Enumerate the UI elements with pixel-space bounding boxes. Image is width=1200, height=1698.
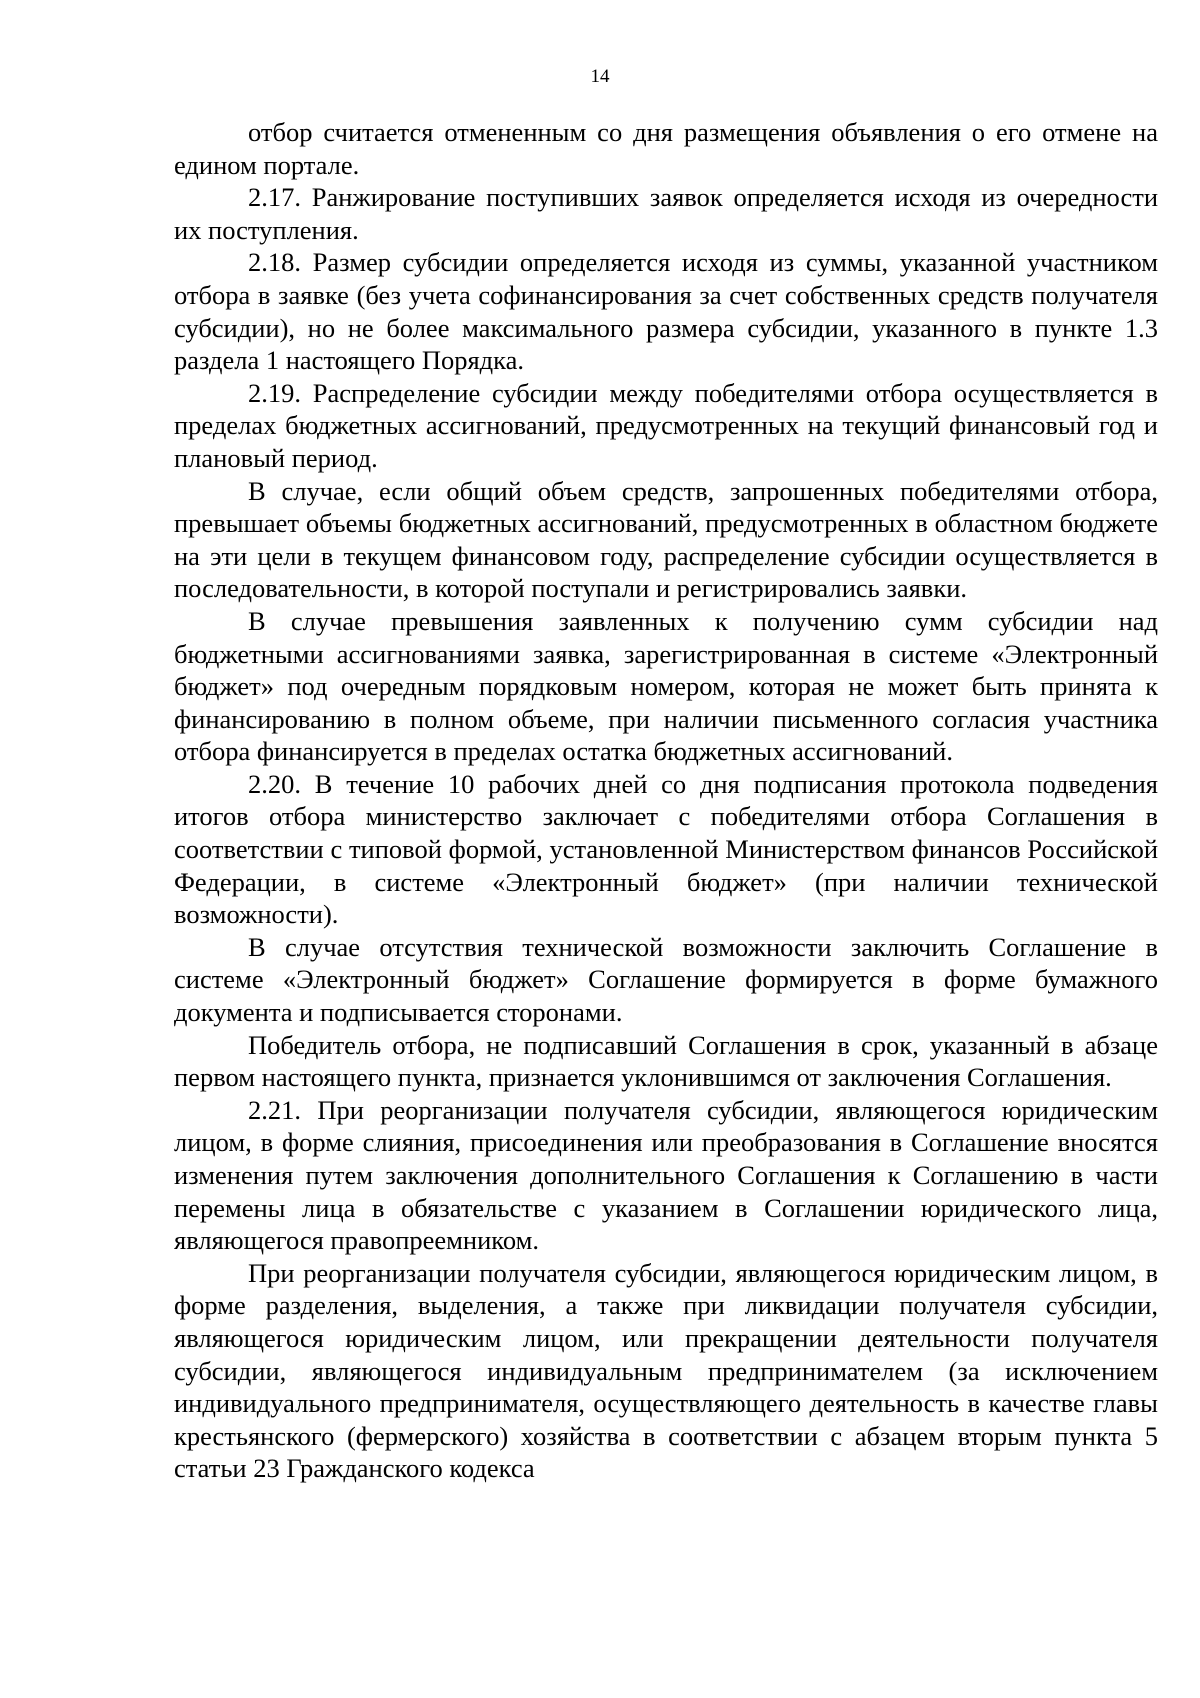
document-body xyxy=(174,116,1158,1485)
paragraph: В случае превышения заявленных к получению сумм субсидии над бюджетными ассигнованиями заявка, зарегистрированная в системе «Электронный бюджет» под очередным порядковым номером, которая не может быть принята к финансированию в полном объеме, при наличии письменного согласия участника отбора финансируется в пределах остатка бюджетных ассигнований. xyxy=(174,605,1158,767)
paragraph: 2.21. При реорганизации получателя субсидии, являющегося юридическим лицом, в форме слияния, присоединения или преобразования в Соглашение вносятся изменения путем заключения дополнительного Соглашения к Соглашению в части перемены лица в обязательстве с указанием в Соглашении юридического лица, являющегося правопреемником. xyxy=(174,1094,1158,1256)
paragraph: 2.17. Ранжирование поступивших заявок определяется исходя из очередности их поступления. xyxy=(174,182,1158,245)
paragraph: 2.19. Распределение субсидии между победителями отбора осуществляется в пределах бюджетных ассигнований, предусмотренных на текущий финансовый год и плановый период. xyxy=(174,377,1158,473)
paragraph: В случае отсутствия технической возможности заключить Соглашение в системе «Электронный бюджет» Соглашение формируется в форме бумажного документа и подписывается сторонами. xyxy=(174,931,1158,1028)
paragraph: 2.20. В течение 10 рабочих дней со дня подписания протокола подведения итогов отбора министерство заключает с победителями отбора Соглашения в соответствии с типовой формой, установленной Министерством финансов Российской Федерации, в системе «Электронный бюджет» (при наличии технической возможности). xyxy=(174,768,1158,930)
paragraph: отбор считается отмененным со дня размещения объявления о его отмене на едином портале. xyxy=(174,117,1158,180)
paragraph: 2.18. Размер субсидии определяется исходя из суммы, указанной участником отбора в заявке (без учета софинансирования за счет собственных средств получателя субсидии), но не более максимального размера субсидии, указанного в пункте 1.3 раздела 1 настоящего Порядка. xyxy=(174,247,1158,376)
paragraph: В случае, если общий объем средств, запрошенных победителями отбора, превышает объемы бюджетных ассигнований, предусмотренных в областном бюджете на эти цели в текущем финансовом году, распределение субсидии осуществляется в последовательности, в которой поступали и регистрировались заявки. xyxy=(174,475,1158,604)
paragraph: Победитель отбора, не подписавший Соглашения в срок, указанный в абзаце первом настоящего пункта, признается уклонившимся от заключения Соглашения. xyxy=(174,1029,1158,1093)
paragraph: При реорганизации получателя субсидии, являющегося юридическим лицом, в форме разделения, выделения, а также при ликвидации получателя субсидии, являющегося юридическим лицом, или прекращении деятельности получателя субсидии, являющегося индивидуальным предпринимателем (за исключением индивидуального предпринимателя, осуществляющего деятельность в качестве главы крестьянского (фермерского) хозяйства в соответствии с абзацем вторым пункта 5 статьи 23 Гражданского кодекса xyxy=(174,1257,1158,1484)
page-number: 14 xyxy=(590,66,610,87)
